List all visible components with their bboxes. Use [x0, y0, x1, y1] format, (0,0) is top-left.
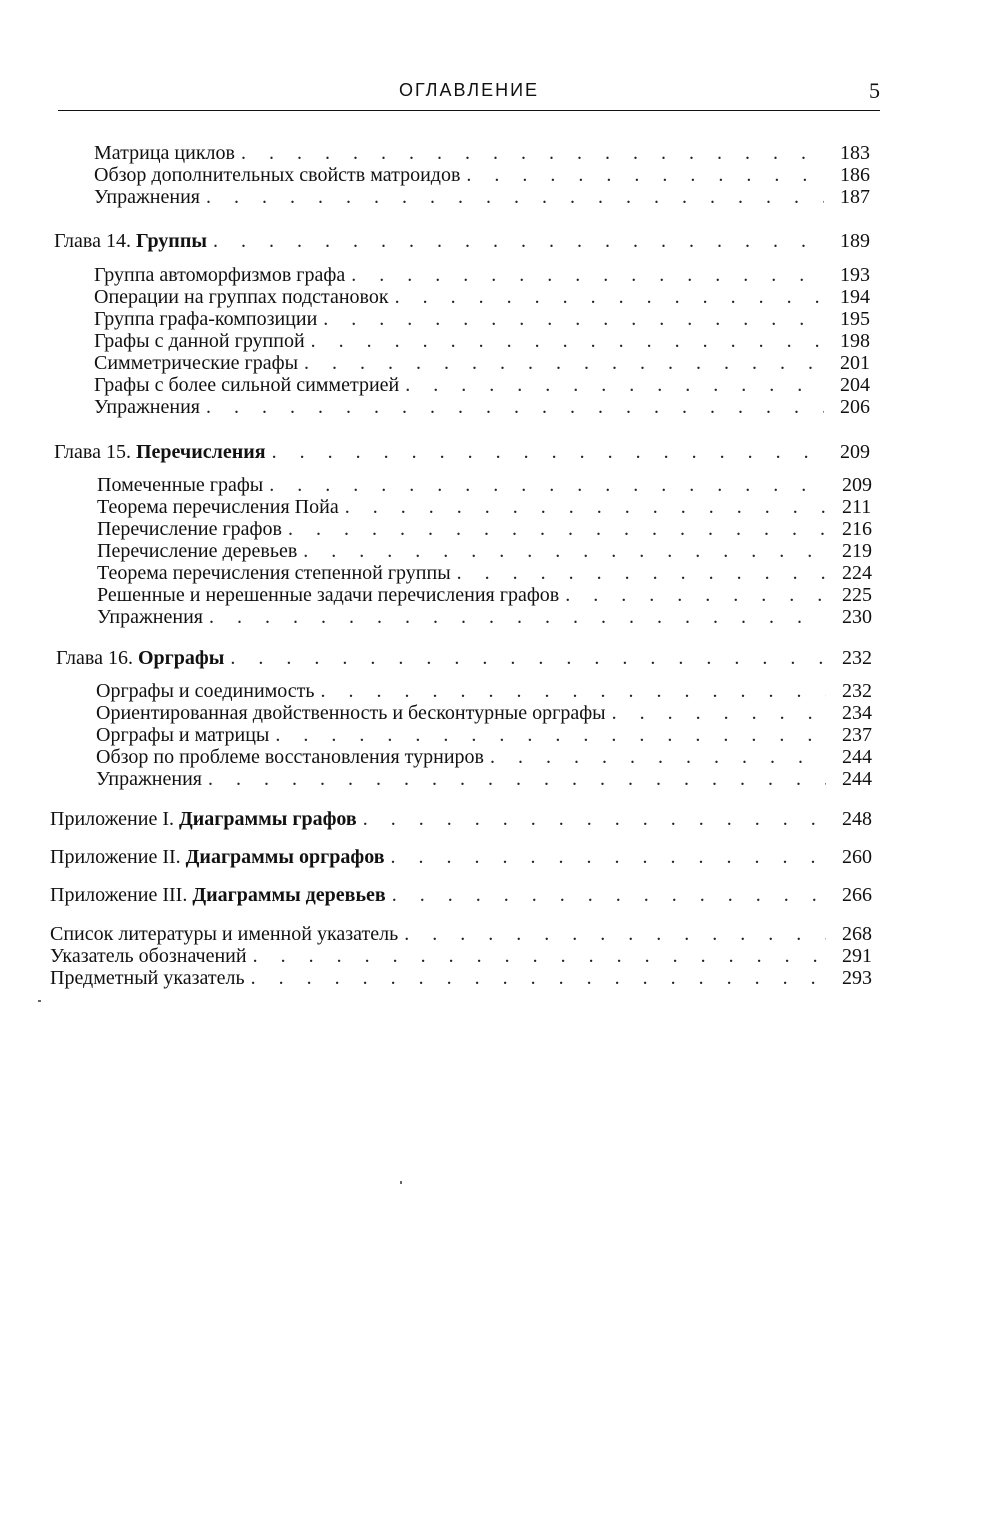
dot-leader [490, 745, 826, 769]
toc-page-number: 230 [842, 606, 872, 628]
appendix-number: Приложение I. [50, 808, 180, 830]
toc-entry-title: Указатель обозначений [50, 945, 247, 967]
toc-entry-title: Графы с данной группой [94, 330, 305, 352]
toc-page-number: 194 [840, 286, 870, 308]
dot-leader [321, 679, 826, 703]
dot-leader [395, 285, 824, 309]
dot-leader [405, 373, 824, 397]
dot-leader [275, 723, 826, 747]
toc-entry [94, 141, 884, 165]
toc-entry-title: Операции на группах подстановок [94, 286, 389, 308]
toc-chapter [56, 646, 886, 670]
toc-appendix-title [50, 807, 357, 831]
toc-page-number: 244 [842, 746, 872, 768]
toc-entry [50, 944, 886, 968]
dot-leader [323, 307, 824, 331]
toc-entry-title: Группа графа-композиции [94, 308, 318, 330]
dot-leader [392, 883, 826, 907]
toc-entry [97, 583, 886, 607]
toc-chapter-title [54, 440, 266, 464]
toc-entry-title: Орграфы и матрицы [96, 724, 270, 746]
toc-chapter [54, 229, 884, 253]
dot-leader [612, 701, 826, 725]
dot-leader [466, 163, 824, 187]
toc-appendix-title [50, 845, 385, 869]
dot-leader [251, 966, 826, 990]
dot-leader [404, 922, 826, 946]
dot-leader [288, 517, 826, 541]
toc-entry [97, 517, 886, 541]
toc-entry-title: Упражнения [94, 186, 200, 208]
dot-leader [208, 767, 826, 791]
toc-page-number: 237 [842, 724, 872, 746]
scan-speck [400, 1181, 402, 1184]
toc-page-number: 234 [842, 702, 872, 724]
dot-leader [206, 395, 824, 419]
dot-leader [303, 539, 826, 563]
chapter-number: Глава 14. [54, 230, 136, 252]
dot-leader [304, 351, 824, 375]
toc-chapter-title [56, 646, 224, 670]
toc-entry-title: Обзор дополнительных свойств матроидов [94, 164, 461, 186]
dot-leader [241, 141, 824, 165]
toc-entry-title: Упражнения [94, 396, 200, 418]
toc-page-number: 219 [842, 540, 872, 562]
toc-entry [97, 605, 886, 629]
toc-entry [97, 539, 886, 563]
toc-page-number: 225 [842, 584, 872, 606]
toc-appendix [50, 845, 886, 869]
appendix-number: Приложение II. [50, 846, 186, 868]
toc-entry-title: Теорема перечисления степенной группы [97, 562, 451, 584]
running-head [58, 80, 880, 106]
appendix-name: Диаграммы графов [179, 808, 357, 830]
toc-page-number: 198 [840, 330, 870, 352]
toc-page-number: 248 [842, 808, 872, 830]
toc-entry-title: Предметный указатель [50, 967, 245, 989]
toc-entry [94, 329, 884, 353]
toc-entry-title: Упражнения [96, 768, 202, 790]
toc-page-number: 206 [840, 396, 870, 418]
header-rule [58, 110, 880, 111]
toc-page-number: 204 [840, 374, 870, 396]
toc-entry-title: Упражнения [97, 606, 203, 628]
toc-entry-title: Орграфы и соединимость [96, 680, 315, 702]
dot-leader [269, 473, 826, 497]
dot-leader [209, 605, 826, 629]
dot-leader [230, 646, 826, 670]
dot-leader [272, 440, 824, 464]
dot-leader [345, 495, 826, 519]
toc-entry-title: Группа автоморфизмов графа [94, 264, 346, 286]
appendix-number: Приложение III. [50, 884, 193, 906]
toc-entry [94, 163, 884, 187]
toc-page-number: 266 [842, 884, 872, 906]
toc-entry-title: Решенные и нерешенные задачи перечисления графов [97, 584, 560, 606]
toc-entry-title: Симметрические графы [94, 352, 299, 374]
toc-entry [94, 285, 884, 309]
dot-leader [457, 561, 826, 585]
scan-speck [38, 1000, 41, 1002]
toc-entry [94, 307, 884, 331]
toc-entry [94, 263, 884, 287]
toc-entry [96, 767, 886, 791]
toc-entry [97, 495, 886, 519]
chapter-number: Глава 16. [56, 647, 138, 669]
toc-entry [94, 373, 884, 397]
toc-entry [94, 185, 884, 209]
toc-entry-title: Ориентированная двойственность и бесконтурные орграфы [96, 702, 606, 724]
toc-appendix-title [50, 883, 386, 907]
toc-entry-title: Список литературы и именной указатель [50, 923, 399, 945]
toc-entry [94, 351, 884, 375]
dot-leader [253, 944, 826, 968]
toc-entry [50, 966, 886, 990]
toc-page-number: 291 [842, 945, 872, 967]
toc-page-number: 268 [842, 923, 872, 945]
toc-entry [96, 745, 886, 769]
toc-page-number: 187 [840, 186, 870, 208]
toc-entry-title: Графы с более сильной симметрией [94, 374, 400, 396]
toc-entry [96, 701, 886, 725]
dot-leader [565, 583, 826, 607]
toc-page-number: 293 [842, 967, 872, 989]
toc-entry-title: Перечисление графов [97, 518, 282, 540]
page-title: ОГЛАВЛЕНИЕ [398, 80, 540, 100]
chapter-name: Перечисления [135, 441, 266, 463]
toc-page-number: 209 [840, 441, 870, 463]
chapter-number: Глава 15. [54, 441, 136, 463]
toc-entry [96, 679, 886, 703]
toc-entry-title: Помеченные графы [97, 474, 264, 496]
toc-appendix [50, 807, 886, 831]
toc-page-number: 193 [840, 264, 870, 286]
toc-chapter-title [54, 229, 207, 253]
toc-entry [97, 473, 886, 497]
toc-page-number: 260 [842, 846, 872, 868]
toc-page-number: 195 [840, 308, 870, 330]
toc-entry [97, 561, 886, 585]
dot-leader [391, 845, 827, 869]
toc-page-number: 201 [840, 352, 870, 374]
toc-page-number: 189 [840, 230, 870, 252]
toc-entry-title: Обзор по проблеме восстановления турниров [96, 746, 484, 768]
page-number: 5 [869, 78, 880, 103]
toc-entry [94, 395, 884, 419]
toc-page-number: 224 [842, 562, 872, 584]
dot-leader [311, 329, 824, 353]
toc-page-number: 232 [842, 647, 872, 669]
toc-entry-title: Перечисление деревьев [97, 540, 298, 562]
appendix-name: Диаграммы орграфов [185, 846, 385, 868]
toc-page-number: 183 [840, 142, 870, 164]
toc-page-number: 232 [842, 680, 872, 702]
dot-leader [363, 807, 826, 831]
dot-leader [206, 185, 824, 209]
toc-page-number: 209 [842, 474, 872, 496]
toc-page-number: 186 [840, 164, 870, 186]
toc-entry-title: Матрица циклов [94, 142, 235, 164]
toc-appendix [50, 883, 886, 907]
toc-page-number: 216 [842, 518, 872, 540]
toc-chapter [54, 440, 884, 464]
chapter-name: Группы [135, 230, 207, 252]
toc-entry [96, 723, 886, 747]
dot-leader [213, 229, 824, 253]
toc-page-number: 211 [842, 496, 872, 518]
toc-entry [50, 922, 886, 946]
appendix-name: Диаграммы деревьев [192, 884, 386, 906]
toc-entry-title: Теорема перечисления Пойа [97, 496, 339, 518]
dot-leader [351, 263, 824, 287]
toc-page-number: 244 [842, 768, 872, 790]
chapter-name: Орграфы [137, 647, 225, 669]
